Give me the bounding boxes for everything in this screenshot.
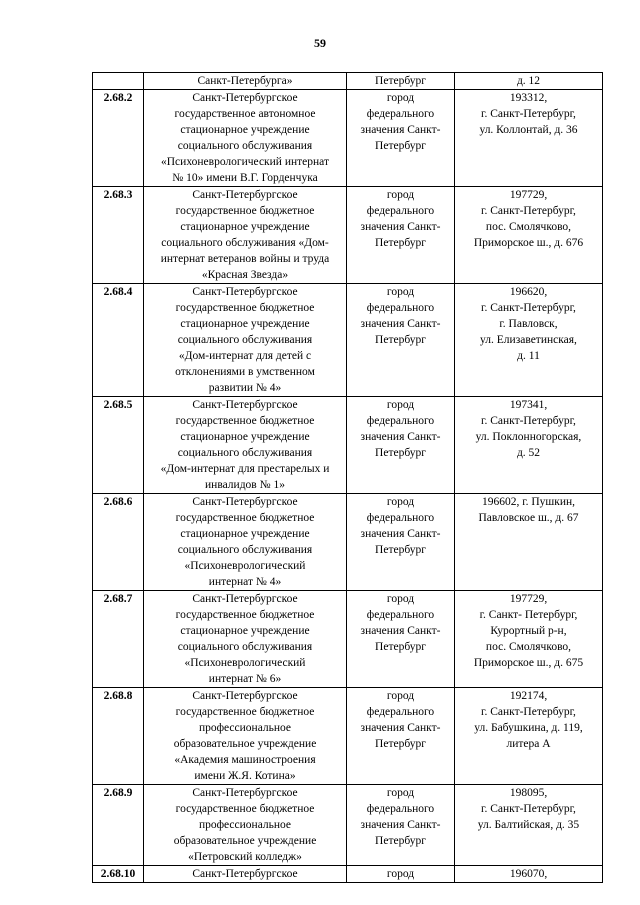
address-line: 196620, bbox=[509, 286, 548, 298]
address-cell bbox=[455, 187, 603, 284]
row-number: 2.68.6 bbox=[103, 496, 133, 508]
region-line: город bbox=[386, 593, 415, 605]
region-line: город bbox=[386, 496, 415, 508]
institution-name-line: «Психоневрологический bbox=[184, 657, 306, 669]
address-line: д. 52 bbox=[516, 447, 541, 459]
institution-name-cell bbox=[144, 591, 347, 688]
region-cell bbox=[347, 73, 455, 90]
address-line: Павловское ш., д. 67 bbox=[478, 512, 579, 524]
row-number: 2.68.3 bbox=[103, 189, 133, 201]
registry-table bbox=[92, 72, 603, 883]
address-line: Курортный р-н, bbox=[490, 625, 567, 637]
row-number-cell bbox=[93, 866, 144, 883]
table-row bbox=[93, 187, 603, 284]
region-line: федерального bbox=[366, 302, 435, 314]
address-line: г. Санкт-Петербург, bbox=[481, 205, 576, 217]
region-line: Петербург bbox=[375, 738, 426, 750]
institution-name-line: государственное бюджетное bbox=[175, 415, 315, 427]
institution-name-line: Санкт-Петербургское bbox=[192, 593, 298, 605]
institution-name-line: имени Ж.Я. Котина» bbox=[194, 770, 296, 782]
institution-name-line: образовательное учреждение bbox=[173, 835, 317, 847]
region-line: значения Санкт- bbox=[360, 819, 441, 831]
region-line: Петербург bbox=[375, 75, 426, 87]
institution-name-cell bbox=[144, 494, 347, 591]
region-cell bbox=[347, 397, 455, 494]
region-line: значения Санкт- bbox=[360, 318, 441, 330]
address-cell bbox=[455, 866, 603, 883]
institution-name-line: Санкт-Петербургское bbox=[192, 189, 298, 201]
institution-name-line: образовательное учреждение bbox=[173, 738, 317, 750]
page-number: 59 bbox=[314, 36, 326, 50]
institution-name-cell bbox=[144, 397, 347, 494]
institution-name-line: стационарное учреждение bbox=[180, 124, 310, 136]
address-line: пос. Смолячково, bbox=[485, 221, 572, 233]
row-number-cell bbox=[93, 90, 144, 187]
region-line: город bbox=[386, 92, 415, 104]
institution-name-line: государственное бюджетное bbox=[175, 205, 315, 217]
address-line: г. Санкт-Петербург, bbox=[481, 803, 576, 815]
region-line: город bbox=[386, 399, 415, 411]
institution-name-line: стационарное учреждение bbox=[180, 318, 310, 330]
row-number: 2.68.4 bbox=[103, 286, 133, 298]
institution-name-line: инвалидов № 1» bbox=[205, 479, 285, 491]
region-line: федерального bbox=[366, 108, 435, 120]
region-line: федерального bbox=[366, 803, 435, 815]
institution-name-line: Санкт-Петербургское bbox=[192, 868, 298, 880]
region-line: Петербург bbox=[375, 641, 426, 653]
address-cell bbox=[455, 688, 603, 785]
institution-name-line: стационарное учреждение bbox=[180, 528, 310, 540]
institution-name-line: развитии № 4» bbox=[208, 382, 282, 394]
region-line: город bbox=[386, 787, 415, 799]
address-line: Приморское ш., д. 675 bbox=[473, 657, 584, 669]
institution-name-line: стационарное учреждение bbox=[180, 625, 310, 637]
row-number-cell bbox=[93, 397, 144, 494]
address-cell bbox=[455, 397, 603, 494]
region-line: Петербург bbox=[375, 237, 426, 249]
address-cell bbox=[455, 494, 603, 591]
institution-name-cell bbox=[144, 73, 347, 90]
table-row bbox=[93, 785, 603, 866]
address-line: ул. Бабушкина, д. 119, bbox=[474, 722, 583, 734]
row-number-cell bbox=[93, 688, 144, 785]
address-cell bbox=[455, 785, 603, 866]
row-number: 2.68.9 bbox=[103, 787, 133, 799]
address-line: пос. Смолячково, bbox=[485, 641, 572, 653]
region-cell bbox=[347, 494, 455, 591]
address-line: 197729, bbox=[509, 189, 548, 201]
region-line: значения Санкт- bbox=[360, 124, 441, 136]
institution-name-line: Санкт-Петербурга» bbox=[197, 75, 293, 87]
address-line: 198095, bbox=[509, 787, 548, 799]
address-line: Приморское ш., д. 676 bbox=[473, 237, 584, 249]
institution-name-line: социального обслуживания bbox=[177, 334, 313, 346]
region-line: федерального bbox=[366, 415, 435, 427]
row-number-cell bbox=[93, 785, 144, 866]
institution-name-line: Санкт-Петербургское bbox=[192, 399, 298, 411]
institution-name-line: социального обслуживания bbox=[177, 641, 313, 653]
table-row bbox=[93, 284, 603, 397]
table-row bbox=[93, 688, 603, 785]
address-line: 197341, bbox=[509, 399, 548, 411]
institution-name-cell bbox=[144, 90, 347, 187]
region-line: Петербург bbox=[375, 544, 426, 556]
address-line: ул. Поклонногорская, bbox=[475, 431, 582, 443]
region-line: город bbox=[386, 690, 415, 702]
institution-name-line: интернат № 4» bbox=[208, 576, 282, 588]
region-cell bbox=[347, 187, 455, 284]
institution-name-cell bbox=[144, 785, 347, 866]
institution-name-line: социального обслуживания bbox=[177, 140, 313, 152]
row-number: 2.68.7 bbox=[103, 593, 133, 605]
institution-name-line: социального обслуживания «Дом- bbox=[161, 237, 329, 249]
institution-name-line: профессиональное bbox=[198, 819, 292, 831]
institution-name-line: Санкт-Петербургское bbox=[192, 92, 298, 104]
institution-name-line: интернат № 6» bbox=[208, 673, 282, 685]
institution-name-line: Санкт-Петербургское bbox=[192, 496, 298, 508]
region-line: значения Санкт- bbox=[360, 221, 441, 233]
row-number-cell bbox=[93, 494, 144, 591]
table-row bbox=[93, 90, 603, 187]
address-cell bbox=[455, 591, 603, 688]
institution-name-line: социального обслуживания bbox=[177, 447, 313, 459]
institution-name-cell bbox=[144, 187, 347, 284]
row-number: 2.68.10 bbox=[100, 868, 136, 880]
address-line: ул. Коллонтай, д. 36 bbox=[479, 124, 578, 136]
address-line: г. Павловск, bbox=[499, 318, 558, 330]
institution-name-line: государственное бюджетное bbox=[175, 706, 315, 718]
institution-name-line: «Петровский колледж» bbox=[188, 851, 302, 863]
institution-name-cell bbox=[144, 866, 347, 883]
row-number: 2.68.2 bbox=[103, 92, 133, 104]
region-line: значения Санкт- bbox=[360, 528, 441, 540]
institution-name-cell bbox=[144, 688, 347, 785]
institution-name-line: профессиональное bbox=[198, 722, 292, 734]
address-line: ул. Балтийская, д. 35 bbox=[477, 819, 580, 831]
registry-table-body bbox=[93, 73, 603, 883]
address-line: литера А bbox=[506, 738, 551, 750]
address-line: г. Санкт-Петербург, bbox=[481, 706, 576, 718]
region-line: значения Санкт- bbox=[360, 431, 441, 443]
institution-name-line: «Психоневрологический интернат bbox=[161, 156, 329, 168]
region-line: город bbox=[386, 286, 415, 298]
region-cell bbox=[347, 866, 455, 883]
row-number-cell bbox=[93, 73, 144, 90]
institution-name-cell bbox=[144, 284, 347, 397]
region-cell bbox=[347, 284, 455, 397]
address-line: 196070, bbox=[509, 868, 548, 880]
region-line: город bbox=[386, 868, 415, 880]
region-line: федерального bbox=[366, 512, 435, 524]
institution-name-line: государственное бюджетное bbox=[175, 512, 315, 524]
address-line: д. 11 bbox=[517, 350, 540, 362]
institution-name-line: Санкт-Петербургское bbox=[192, 286, 298, 298]
row-number-cell bbox=[93, 284, 144, 397]
institution-name-line: «Красная Звезда» bbox=[201, 269, 289, 281]
region-cell bbox=[347, 688, 455, 785]
row-number-cell bbox=[93, 187, 144, 284]
institution-name-line: государственное бюджетное bbox=[175, 302, 315, 314]
row-number-cell bbox=[93, 591, 144, 688]
institution-name-line: интернат ветеранов войны и труда bbox=[160, 253, 330, 265]
address-line: 196602, г. Пушкин, bbox=[481, 496, 576, 508]
address-line: 192174, bbox=[509, 690, 548, 702]
region-line: федерального bbox=[366, 706, 435, 718]
institution-name-line: отклонениями в умственном bbox=[175, 366, 315, 378]
institution-name-line: Санкт-Петербургское bbox=[192, 787, 298, 799]
institution-name-line: «Дом-интернат для детей с bbox=[178, 350, 312, 362]
address-line: 197729, bbox=[509, 593, 548, 605]
institution-name-line: социального обслуживания bbox=[177, 544, 313, 556]
address-cell bbox=[455, 284, 603, 397]
address-line: г. Санкт-Петербург, bbox=[481, 415, 576, 427]
institution-name-line: стационарное учреждение bbox=[180, 221, 310, 233]
institution-name-line: «Психоневрологический bbox=[184, 560, 306, 572]
region-line: значения Санкт- bbox=[360, 722, 441, 734]
region-cell bbox=[347, 90, 455, 187]
region-cell bbox=[347, 785, 455, 866]
region-line: федерального bbox=[366, 609, 435, 621]
region-line: федерального bbox=[366, 205, 435, 217]
institution-name-line: № 10» имени В.Г. Горденчука bbox=[172, 172, 318, 184]
region-line: Петербург bbox=[375, 140, 426, 152]
institution-name-line: «Дом-интернат для престарелых и bbox=[160, 463, 330, 475]
institution-name-line: государственное бюджетное bbox=[175, 803, 315, 815]
institution-name-line: государственное бюджетное bbox=[175, 609, 315, 621]
address-line: ул. Елизаветинская, bbox=[480, 334, 577, 346]
region-line: значения Санкт- bbox=[360, 625, 441, 637]
address-line: г. Санкт-Петербург, bbox=[481, 302, 576, 314]
address-cell bbox=[455, 90, 603, 187]
row-number: 2.68.8 bbox=[103, 690, 133, 702]
institution-name-line: государственное автономное bbox=[174, 108, 316, 120]
region-line: Петербург bbox=[375, 835, 426, 847]
address-line: г. Санкт-Петербург, bbox=[481, 108, 576, 120]
row-number: 2.68.5 bbox=[103, 399, 133, 411]
table-row bbox=[93, 494, 603, 591]
address-cell bbox=[455, 73, 603, 90]
table-row bbox=[93, 866, 603, 883]
institution-name-line: стационарное учреждение bbox=[180, 431, 310, 443]
address-line: 193312, bbox=[509, 92, 548, 104]
table-row bbox=[93, 591, 603, 688]
address-line: г. Санкт- Петербург, bbox=[479, 609, 578, 621]
institution-name-line: Санкт-Петербургское bbox=[192, 690, 298, 702]
institution-name-line: «Академия машиностроения bbox=[174, 754, 316, 766]
region-line: Петербург bbox=[375, 334, 426, 346]
region-line: город bbox=[386, 189, 415, 201]
region-cell bbox=[347, 591, 455, 688]
region-line: Петербург bbox=[375, 447, 426, 459]
address-line: д. 12 bbox=[516, 75, 541, 87]
table-row bbox=[93, 397, 603, 494]
table-row bbox=[93, 73, 603, 90]
